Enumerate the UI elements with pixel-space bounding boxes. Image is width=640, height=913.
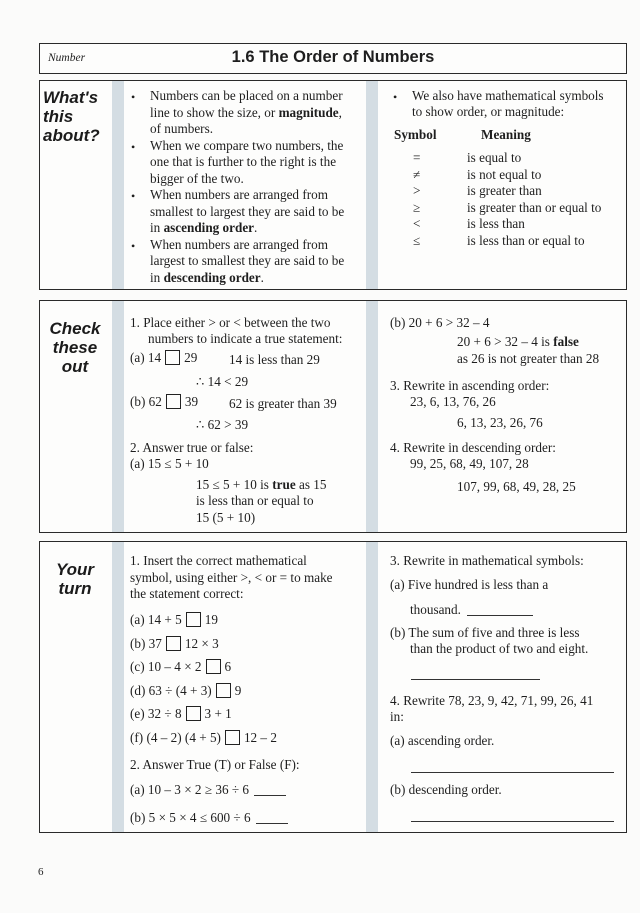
turn-stripe-left bbox=[112, 542, 124, 832]
turn-q4b: (b) descending order. bbox=[390, 782, 502, 797]
check-q1a-result: ∴ 14 < 29 bbox=[196, 374, 249, 389]
about-bullet-1-line: line to show the size, or magnitude, bbox=[150, 104, 342, 120]
answer-box bbox=[186, 706, 201, 721]
turn-q4-line1: 4. Rewrite 78, 23, 9, 42, 71, 99, 26, 41 bbox=[390, 693, 594, 708]
check-stripe-left bbox=[112, 301, 124, 532]
meaning-cell: is equal to bbox=[467, 150, 522, 165]
page-title: 1.6 The Order of Numbers bbox=[231, 48, 435, 66]
bullet-dot: • bbox=[131, 90, 136, 104]
answer-blank bbox=[467, 615, 533, 616]
about-bullet-1-line: Numbers can be placed on a number bbox=[150, 88, 343, 103]
symbol-cell: < bbox=[413, 216, 421, 232]
about-bullet-3-line: in ascending order. bbox=[150, 220, 258, 235]
check-stripe-mid bbox=[366, 301, 378, 532]
turn-q4a: (a) ascending order. bbox=[390, 733, 495, 748]
check-q4-line2: 99, 25, 68, 49, 107, 28 bbox=[410, 456, 529, 471]
check-q3-line2: 23, 6, 13, 76, 26 bbox=[410, 394, 496, 409]
about-right-intro-line1: We also have mathematical symbols bbox=[412, 88, 604, 103]
bullet-dot: • bbox=[131, 139, 136, 154]
check-q2a: (a) 15 ≤ 5 + 10 bbox=[130, 456, 209, 471]
answer-box bbox=[165, 350, 180, 365]
check-q1b: (b) 62 39 bbox=[130, 394, 199, 409]
answer-box bbox=[225, 730, 240, 745]
item-left-text: (d) 63 ÷ (4 + 3) bbox=[130, 682, 212, 698]
answer-box bbox=[186, 612, 201, 627]
item-left-text: (b) 37 bbox=[130, 635, 162, 651]
about-bullet-4-line: When numbers are arranged from bbox=[150, 236, 328, 252]
turn-q2-line: 2. Answer True (T) or False (F): bbox=[130, 757, 300, 772]
about-stripe-left bbox=[112, 81, 124, 289]
header-box bbox=[39, 43, 627, 74]
check-q4-answer: 107, 99, 68, 49, 28, 25 bbox=[457, 479, 576, 494]
turn-side-label: Your turn bbox=[55, 560, 95, 598]
symbol-cell: = bbox=[413, 150, 421, 165]
check-q2b-answer-line: 20 + 6 > 32 – 4 is false bbox=[457, 334, 579, 349]
turn-q3-line: 3. Rewrite in mathematical symbols: bbox=[390, 553, 584, 568]
turn-q1-item bbox=[130, 730, 277, 747]
bullet-dot: • bbox=[131, 238, 136, 253]
item-left-text: (e) 32 ÷ 8 bbox=[130, 706, 182, 722]
symbol-cell: ≠ bbox=[413, 166, 421, 182]
item-right-text: 12 – 2 bbox=[243, 730, 277, 745]
check-q2-line: 2. Answer true or false: bbox=[130, 440, 254, 455]
answer-blank bbox=[411, 772, 614, 773]
item-right-text: 3 + 1 bbox=[204, 706, 232, 722]
check-q2a-answer-line: is less than or equal to bbox=[196, 493, 314, 509]
turn-q1-line1: 1. Insert the correct mathematical bbox=[130, 553, 307, 568]
about-bullet-4-line: in descending order. bbox=[150, 269, 264, 285]
turn-q1-line3: the statement correct: bbox=[130, 586, 244, 601]
turn-q4-line2: in: bbox=[390, 709, 404, 724]
check-q3-line1: 3. Rewrite in ascending order: bbox=[390, 378, 550, 393]
item-left-text: (f) (4 – 2) (4 + 5) bbox=[130, 730, 221, 745]
item-right-text: 9 bbox=[234, 682, 242, 698]
check-q1b-result: ∴ 62 > 39 bbox=[196, 417, 249, 432]
answer-blank bbox=[256, 823, 288, 824]
symbol-cell: > bbox=[413, 183, 421, 199]
answer-blank bbox=[411, 821, 614, 822]
turn-q2b: (b) 5 × 5 × 4 ≤ 600 ÷ 6 bbox=[130, 810, 288, 827]
page-number: 6 bbox=[38, 866, 44, 878]
meaning-cell: is not equal to bbox=[467, 166, 542, 182]
about-side-label: What's this about? bbox=[43, 88, 100, 145]
section-label: Number bbox=[48, 52, 86, 64]
check-q3-answer: 6, 13, 23, 26, 76 bbox=[457, 415, 543, 430]
answer-box bbox=[216, 683, 231, 698]
turn-stripe-mid bbox=[366, 542, 378, 832]
check-q1-line1: 1. Place either > or < between the two bbox=[130, 315, 331, 330]
check-q1a: (a) 14 29 bbox=[130, 350, 198, 365]
answer-box bbox=[166, 636, 181, 651]
about-bullet-2-line: When we compare two numbers, the bbox=[150, 137, 344, 153]
item-left-text: (a) 14 + 5 bbox=[130, 612, 182, 627]
about-right-intro-line2: to show order, or magnitude: bbox=[412, 104, 565, 119]
turn-q3a-line1: (a) Five hundred is less than a bbox=[390, 577, 549, 592]
item-right-text: 19 bbox=[204, 612, 218, 627]
turn-q2a: (a) 10 – 3 × 2 ≥ 36 ÷ 6 bbox=[130, 782, 286, 799]
turn-q3a-line2: thousand. bbox=[410, 602, 533, 619]
meaning-cell: is less than bbox=[467, 216, 525, 232]
turn-q1-item bbox=[130, 706, 232, 723]
turn-q3b-line1: (b) The sum of five and three is less bbox=[390, 625, 580, 640]
turn-q1-item bbox=[130, 636, 219, 653]
turn-q1-item bbox=[130, 683, 241, 700]
meaning-col-header: Meaning bbox=[481, 127, 531, 142]
about-bullet-4-line: largest to smallest they are said to be bbox=[150, 253, 345, 268]
check-q1b-note: 62 is greater than 39 bbox=[229, 396, 337, 411]
check-q2b-answer-line: as 26 is not greater than 28 bbox=[457, 350, 600, 366]
item-right-text: 12 × 3 bbox=[184, 635, 219, 651]
symbol-cell: ≥ bbox=[413, 199, 421, 215]
bullet-dot: • bbox=[131, 189, 136, 203]
meaning-cell: is less than or equal to bbox=[467, 233, 585, 248]
about-bullet-1-line: of numbers. bbox=[150, 121, 213, 136]
turn-q3b-line2: than the product of two and eight. bbox=[410, 641, 589, 656]
bullet-dot: • bbox=[393, 90, 398, 104]
check-side-label: Check these out bbox=[49, 319, 101, 376]
meaning-cell: is greater than or equal to bbox=[467, 199, 602, 215]
about-stripe-mid bbox=[366, 81, 378, 289]
answer-box bbox=[206, 659, 221, 674]
meaning-cell: is greater than bbox=[467, 183, 542, 199]
answer-blank bbox=[411, 679, 540, 680]
check-q1a-note: 14 is less than 29 bbox=[229, 352, 320, 367]
item-right-text: 6 bbox=[224, 659, 232, 675]
about-bullet-3-line: When numbers are arranged from bbox=[150, 187, 328, 202]
about-bullet-2-line: bigger of the two. bbox=[150, 170, 244, 186]
symbol-cell: ≤ bbox=[413, 233, 421, 248]
check-q1-line2: numbers to indicate a true statement: bbox=[148, 331, 343, 346]
turn-q1-line2: symbol, using either >, < or = to make bbox=[130, 570, 333, 585]
check-q2a-answer-line: 15 ≤ 5 + 10 is true as 15 bbox=[196, 477, 327, 492]
answer-box bbox=[166, 394, 181, 409]
about-bullet-2-line: one that is further to the right is the bbox=[150, 154, 337, 169]
check-q2a-answer-line: 15 (5 + 10) bbox=[196, 509, 256, 525]
check-q2b: (b) 20 + 6 > 32 – 4 bbox=[390, 315, 490, 330]
about-bullet-3-line: smallest to largest they are said to be bbox=[150, 203, 345, 219]
item-left-text: (c) 10 – 4 × 2 bbox=[130, 659, 202, 675]
turn-q1-item bbox=[130, 659, 231, 676]
symbol-col-header: Symbol bbox=[394, 127, 437, 142]
answer-blank bbox=[254, 795, 286, 796]
turn-q1-item bbox=[130, 612, 218, 629]
check-q4-line1: 4. Rewrite in descending order: bbox=[390, 440, 556, 455]
